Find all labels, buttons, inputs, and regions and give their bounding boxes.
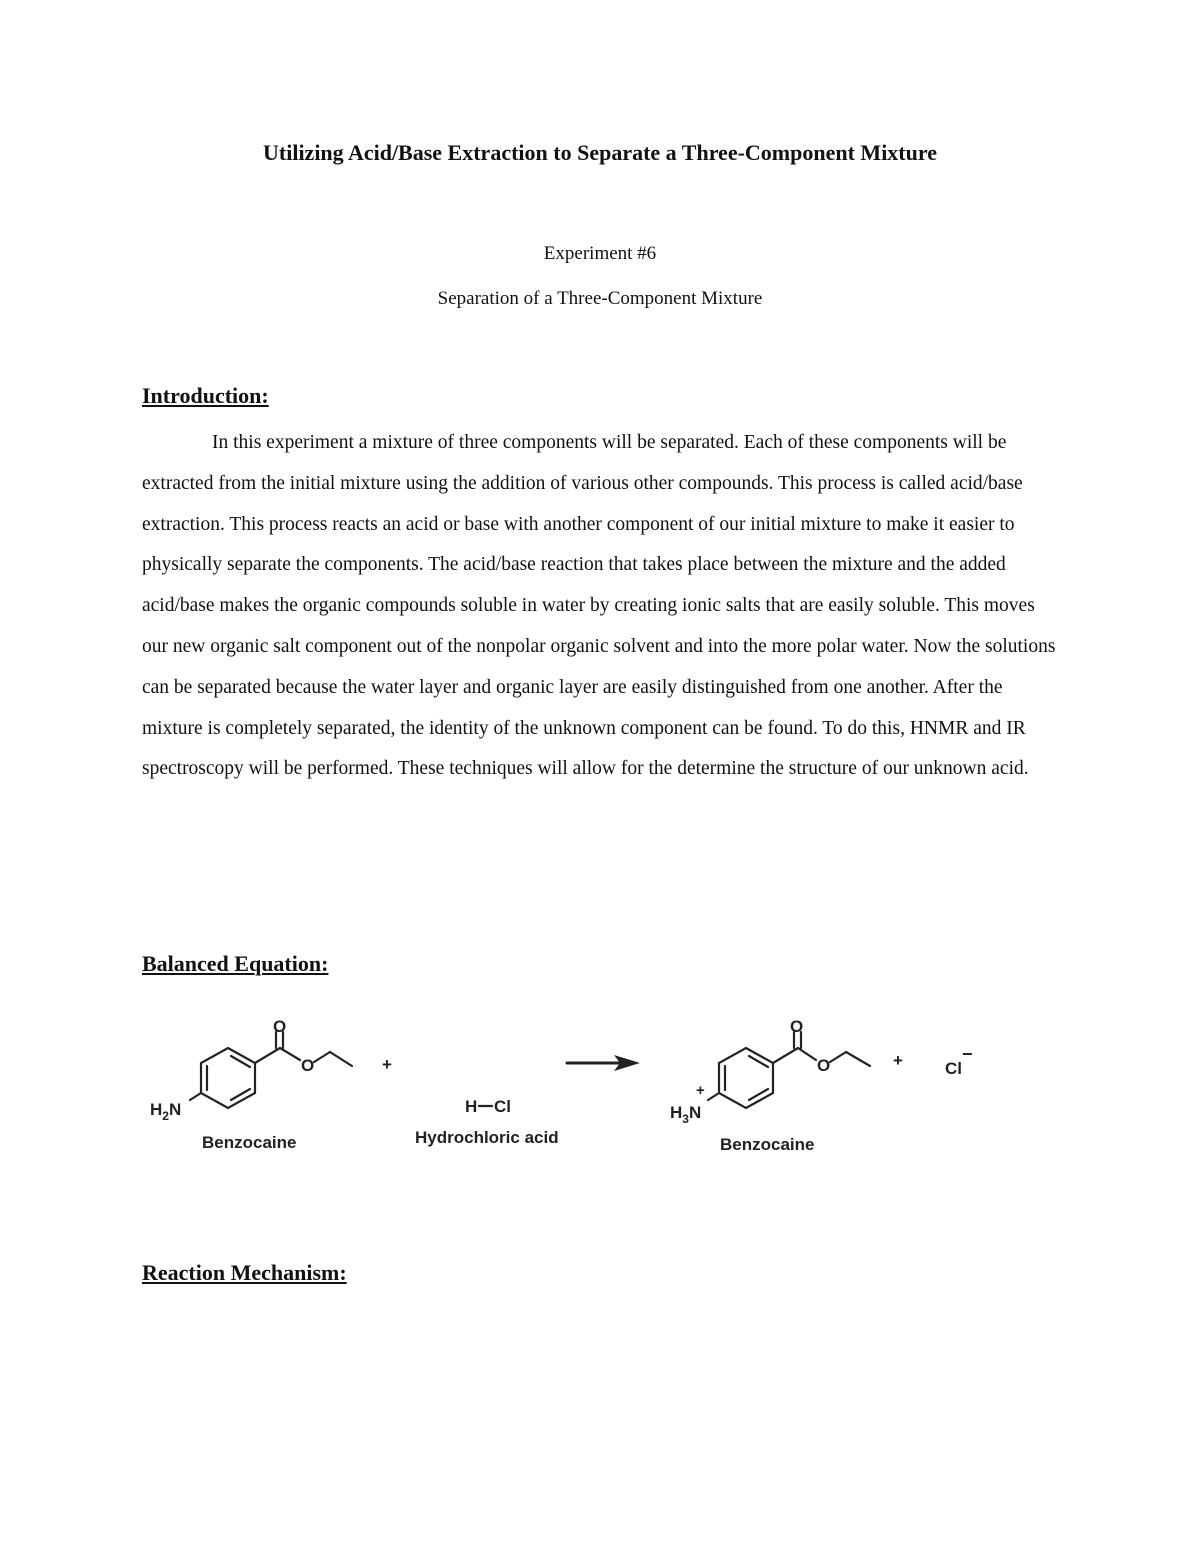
ethyl-bond	[314, 1052, 330, 1062]
ammonium-subscript: 3	[682, 1112, 689, 1126]
ester-oxygen-bond	[798, 1048, 816, 1060]
experiment-number: Experiment #6	[543, 243, 657, 264]
plus-sign-2: +	[893, 1051, 903, 1070]
ammonium-bond	[708, 1093, 719, 1100]
ammonium-label	[670, 1103, 701, 1126]
amine-h: H	[150, 1100, 163, 1119]
ethyl-bond	[330, 1052, 352, 1066]
balanced-equation-figure	[130, 1000, 1030, 1170]
carbonyl-oxygen-label: O	[273, 1017, 287, 1036]
ethyl-bond	[830, 1052, 846, 1062]
document-title: Utilizing Acid/Base Extraction to Separate a Three-Component Mixture	[263, 140, 937, 165]
hcl-h-label: H	[465, 1097, 478, 1116]
reactant-benzocaine-name: Benzocaine	[202, 1133, 297, 1152]
hydrochloric-acid-name: Hydrochloric acid	[415, 1128, 559, 1147]
ester-oxygen-bond	[280, 1048, 300, 1060]
balanced-equation-heading: Balanced Equation:	[142, 951, 329, 976]
product-ester-oxygen-label: O	[817, 1056, 831, 1075]
hcl-cl-label: Cl	[494, 1097, 511, 1116]
product-benzocaine-structure	[708, 1032, 870, 1108]
plus-sign-1: +	[382, 1055, 392, 1074]
ethyl-bond	[846, 1052, 870, 1066]
introduction-text: In this experiment a mixture of three components will be separated. Each of these components will be extracted from the initial mixture using the addition of various other compounds. This process is called acid/base extraction. This process reacts an acid or base with another component of our initial mixture to make it easier to physically separate the components. The acid/base reaction that takes place between the mixture and the added acid/base makes the organic compounds soluble in water by creating ionic salts that are easily soluble. This moves our new organic salt component out of the nonpolar organic solvent and into the more polar water. Now the solutions can be separated because the water layer and organic layer are easily distinguished from one another. After the mixture is completely separated, the identity of the unknown component can be found. To do this, HNMR and IR spectroscopy will be performed. These techniques will allow for the determine the structure of our unknown acid.	[142, 432, 1056, 780]
product-benzocaine-name: Benzocaine	[720, 1135, 815, 1154]
amine-label	[150, 1100, 181, 1123]
chloride-charge: −	[962, 1044, 973, 1064]
experiment-name: Separation of a Three-Component Mixture	[437, 288, 763, 309]
reaction-mechanism-heading: Reaction Mechanism:	[142, 1260, 347, 1285]
ammonium-h: H	[670, 1103, 683, 1122]
ammonium-n: N	[688, 1103, 702, 1122]
ester-oxygen-label: O	[301, 1056, 315, 1075]
benzene-ring	[719, 1048, 773, 1108]
carbonyl-carbon-bond	[773, 1048, 798, 1063]
benzene-ring	[201, 1048, 255, 1108]
amine-n: N	[168, 1100, 182, 1119]
carbonyl-carbon-bond	[255, 1048, 280, 1063]
amine-subscript: 2	[162, 1109, 169, 1123]
ammonium-charge: +	[696, 1082, 705, 1099]
amine-bond	[190, 1093, 201, 1100]
introduction-heading: Introduction:	[142, 383, 269, 408]
introduction-paragraph	[142, 423, 1062, 790]
chloride-label: Cl	[945, 1059, 962, 1078]
reactant-benzocaine-structure	[190, 1032, 352, 1108]
product-carbonyl-oxygen-label: O	[790, 1017, 804, 1036]
